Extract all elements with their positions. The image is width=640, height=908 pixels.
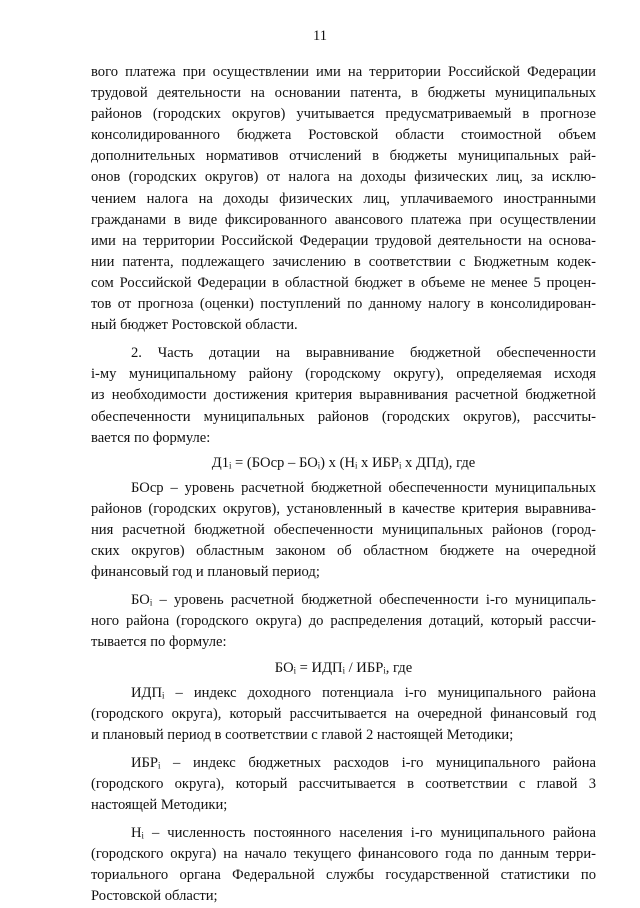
- text-line: районов (городских округов), установленный в качестве критерия выравнива-: [91, 500, 596, 517]
- text-line: ного района (городского округа) до распределения дотаций, который рассчи-: [91, 613, 596, 630]
- text-line: консолидированного бюджета Ростовской области стоимостной объем: [91, 127, 596, 144]
- text-line: ния расчетной бюджетной обеспеченности муниципальных районов (город-: [91, 521, 596, 538]
- text-line: финансовый год и плановый период;: [91, 564, 320, 581]
- paragraph-continuation: [91, 62, 596, 336]
- text-line: из необходимости достижения критерия выравнивания расчетной бюджетной: [91, 387, 596, 404]
- text-line: БОᵢ – уровень расчетной бюджетной обеспеченности i-го муниципаль-: [131, 592, 596, 609]
- text-line: Ростовской области;: [91, 888, 218, 905]
- text-line: дополнительных нормативов отчислений в бюджеты муниципальных рай-: [91, 148, 596, 165]
- definition-bo-i: [91, 590, 596, 653]
- text-line: вого платежа при осуществлении ими на территории Российской Федерации: [91, 64, 596, 80]
- text-line: ими на территории Российской Федерации трудовой деятельности на основа-: [91, 232, 596, 249]
- text-line: чением налога на доходы физических лиц, уплачиваемого иностранными: [91, 190, 596, 207]
- text-line: тов от прогноза (оценки) поступлений по данному налогу в консолидирован-: [91, 296, 596, 313]
- definition-idp-i: [91, 683, 596, 746]
- text-line: районов (городских округов) учитывается предусматриваемый в прогнозе: [91, 106, 596, 123]
- formula-d1: Д1ᵢ = (БОср – БОᵢ) х (Нᵢ х ИБРᵢ х ДПд), где: [211, 454, 476, 471]
- text-line: онов (городских округов) от налога на доходы физических лиц, за исклю-: [91, 169, 596, 186]
- text-line: сом Российской Федерации в областной бюджет в объеме не менее 5 процен-: [91, 274, 596, 291]
- page-number: 11: [313, 28, 327, 44]
- text-line: ИБРᵢ – индекс бюджетных расходов i-го муниципального района: [131, 754, 596, 771]
- text-line: вается по формуле:: [91, 429, 211, 446]
- text-line: БОср – уровень расчетной бюджетной обеспеченности муниципальных: [131, 479, 596, 496]
- text-line: ских округов) областным законом об областном бюджете на очередной: [91, 543, 596, 560]
- definition-ibr-i: [91, 753, 596, 816]
- text-line: и плановый период в соответствии с главой 2 настоящей Методики;: [91, 726, 514, 743]
- text-line: Нᵢ – численность постоянного населения i-го муниципального района: [131, 825, 596, 842]
- text-line: 2. Часть дотации на выравнивание бюджетной обеспеченности: [131, 345, 596, 362]
- text-line: (городского округа) на начало текущего финансового года по данным терри-: [91, 846, 596, 863]
- paragraph-item-2: [91, 343, 596, 448]
- text-line: тывается по формуле:: [91, 634, 227, 651]
- text-line: обеспеченности муниципальных районов (городских округов), рассчиты-: [91, 408, 596, 425]
- text-line: настоящей Методики;: [91, 797, 228, 814]
- text-line: нии патента, подлежащего зачислению в соответствии с Бюджетным кодек-: [91, 253, 596, 270]
- formula-bo-i: БОᵢ = ИДПᵢ / ИБРᵢ, где: [274, 659, 413, 676]
- text-line: трудовой деятельности на основании патента, в бюджеты муниципальных: [91, 85, 596, 102]
- text-line: i-му муниципальному району (городскому округу), определяемая исходя: [91, 366, 596, 383]
- text-line: ториального органа Федеральной службы государственной статистики по: [91, 867, 596, 884]
- document-body: [91, 62, 596, 908]
- text-line: ный бюджет Ростовской области.: [91, 317, 298, 334]
- text-line: ИДПᵢ – индекс доходного потенциала i-го муниципального района: [131, 684, 596, 701]
- definition-bo-sr: [91, 478, 596, 583]
- text-line: (городского округа), который рассчитывается в соответствии с главой 3: [91, 776, 596, 792]
- definition-n-i: [91, 823, 596, 907]
- text-line: гражданами в виде фиксированного авансового платежа при осуществлении: [91, 211, 596, 228]
- text-line: (городского округа), который рассчитывается на очередной финансовый год: [91, 705, 596, 722]
